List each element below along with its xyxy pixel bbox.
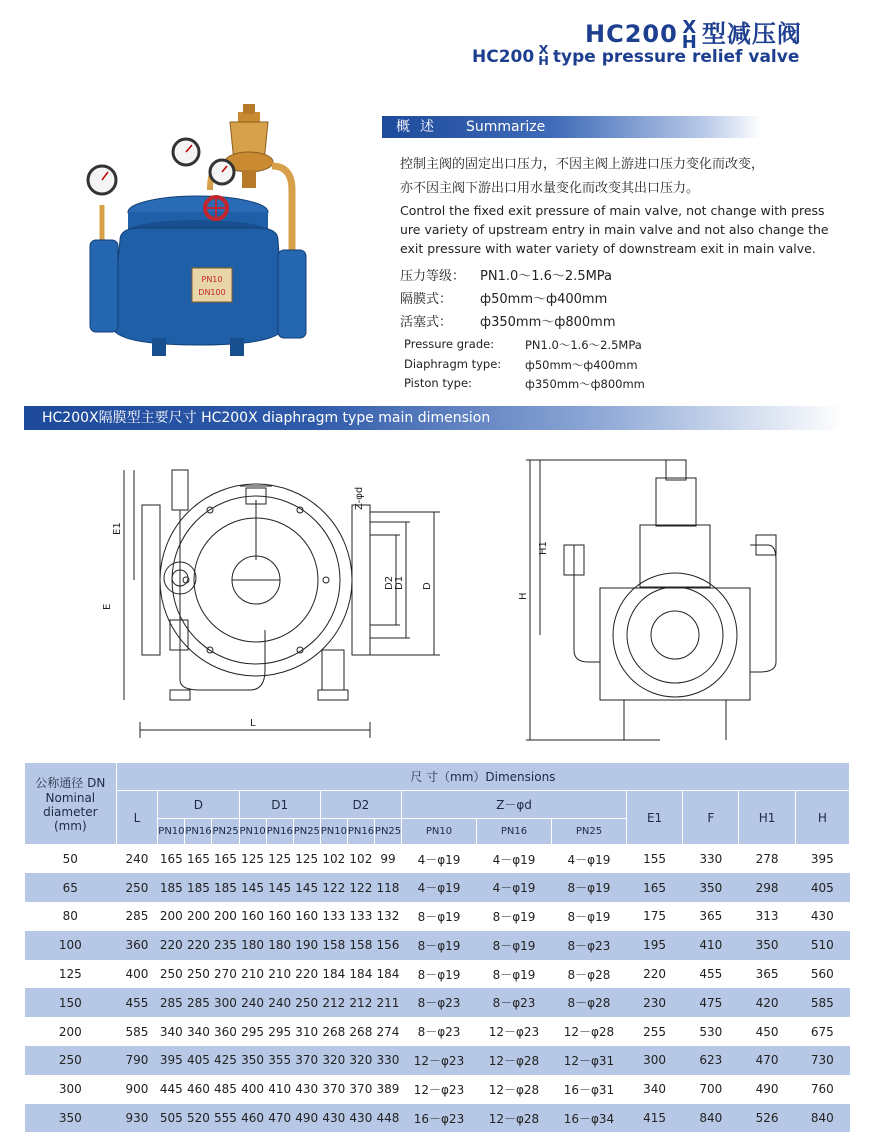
- spec-en-label-3: Piston type:: [404, 376, 472, 390]
- table-cell: 430: [810, 909, 834, 924]
- title-model: HC200: [585, 20, 678, 48]
- label-e: E: [102, 603, 113, 610]
- table-cell: 155: [643, 852, 667, 867]
- product-title-en: HC200 X H type pressure relief valve: [472, 43, 800, 69]
- table-cell: 200: [58, 1024, 82, 1039]
- table-cell: 400: [125, 967, 149, 982]
- spec-en-value-3: ф350mm～ф800mm: [525, 377, 645, 391]
- dimensions-title: 尺 寸（mm）Dimensions: [116, 763, 849, 791]
- table-cell: 410: [683, 931, 739, 960]
- spec-en-label-1: Pressure grade:: [404, 337, 495, 351]
- table-cell: 212: [347, 988, 374, 1017]
- table-cell: 365: [755, 967, 779, 982]
- table-cell: 102: [349, 852, 373, 867]
- table-cell: 220: [643, 967, 667, 982]
- table-cell: 184: [322, 967, 346, 982]
- spec-en-label-2: Diaphragm type:: [404, 357, 502, 371]
- sub-header-pn25: PN25: [293, 819, 320, 845]
- table-cell: 125: [241, 852, 265, 867]
- table-cell: 165: [186, 852, 210, 867]
- table-cell: 585: [795, 988, 849, 1017]
- table-cell: 360: [116, 931, 158, 960]
- table-cell: 510: [795, 931, 849, 960]
- table-row: [25, 902, 850, 931]
- table-cell: 8－φ19: [492, 967, 536, 982]
- table-cell: 460: [186, 1082, 210, 1097]
- pressure-gauge-left: [88, 166, 116, 194]
- table-cell: 485: [214, 1082, 237, 1097]
- table-cell: 350: [239, 1046, 266, 1075]
- table-cell: 165: [626, 873, 682, 902]
- col-dn-header: 公称通径 DN Nominal diameter (mm): [25, 763, 117, 845]
- sub-header-pn10: PN10: [158, 819, 185, 845]
- table-cell: 4－φ19: [417, 852, 461, 867]
- table-cell: 185: [158, 873, 185, 902]
- col-d1-header: D1: [239, 791, 320, 819]
- label-d: D: [422, 582, 433, 590]
- sub-header-pn16: PN16: [185, 819, 212, 845]
- table-cell: 268: [322, 1024, 346, 1039]
- table-cell: 295: [241, 1024, 265, 1039]
- table-cell: 370: [293, 1046, 320, 1075]
- table-cell: 175: [643, 909, 667, 924]
- table-cell: 400: [241, 1082, 265, 1097]
- sub-header-pn25: PN25: [551, 819, 626, 845]
- table-cell: 425: [212, 1046, 239, 1075]
- technical-drawing: [100, 450, 860, 745]
- sub-header-pn16: PN16: [266, 819, 293, 845]
- table-cell: 8－φ28: [567, 967, 611, 982]
- table-cell: 448: [374, 1104, 401, 1133]
- table-cell: 840: [795, 1104, 849, 1133]
- table-cell: 900: [125, 1082, 149, 1097]
- summary-en-line-3: exit pressure with water variety of downstream exit in main valve.: [400, 241, 816, 256]
- table-cell: 270: [214, 967, 237, 982]
- table-cell: 145: [266, 873, 293, 902]
- summary-cn-line-1: 控制主阀的固定出口压力，不因主阀上游进口压力变化而改变，: [400, 157, 765, 172]
- table-cell: 8－φ23: [476, 988, 551, 1017]
- table-cell: 125: [58, 967, 82, 982]
- col-l-header: L: [116, 791, 158, 845]
- table-cell: 50: [62, 852, 78, 867]
- table-cell: 12－φ23: [488, 1025, 540, 1040]
- table-cell: 455: [116, 988, 158, 1017]
- title-name: 型减压阀: [701, 20, 802, 48]
- table-cell: 200: [214, 909, 237, 924]
- table-cell: 4－φ19: [402, 873, 477, 902]
- table-cell: 675: [810, 1024, 834, 1039]
- table-cell: 8－φ19: [417, 909, 461, 924]
- table-cell: 184: [376, 967, 400, 982]
- col-e-header: F: [683, 791, 739, 845]
- spec-en-value-2: ф50mm～ф400mm: [525, 358, 638, 372]
- spec-cn-value-3: ф350mm～ф800mm: [480, 315, 616, 330]
- table-cell: 8－φ19: [567, 909, 611, 924]
- nameplate-pn: PN10: [201, 275, 223, 284]
- table-cell: 555: [212, 1104, 239, 1133]
- table-cell: 8－φ19: [492, 909, 536, 924]
- table-cell: 278: [755, 852, 779, 867]
- summary-heading-en: Summarize: [466, 119, 546, 135]
- table-cell: 4－φ19: [476, 873, 551, 902]
- col-e1-header: E1: [626, 791, 682, 845]
- table-cell: 340: [159, 1024, 183, 1039]
- table-cell: 350: [739, 931, 795, 960]
- table-cell: 526: [739, 1104, 795, 1133]
- table-cell: 195: [626, 931, 682, 960]
- table-cell: 125: [268, 852, 292, 867]
- table-cell: 133: [322, 909, 346, 924]
- label-zd: Z-φd: [354, 486, 365, 510]
- table-row: [25, 873, 850, 902]
- spec-cn-label-2: 隔膜式：: [400, 292, 453, 307]
- drawing-side-view: [526, 460, 776, 740]
- table-cell: 8－φ23: [551, 931, 626, 960]
- valve-photo: [80, 100, 310, 365]
- table-cell: 8－φ28: [551, 988, 626, 1017]
- table-cell: 415: [626, 1104, 682, 1133]
- drawing-front-view: [124, 470, 440, 738]
- summary-cn-line-2: 亦不因主阀下游出口用水量变化而改变其出口压力。: [400, 181, 700, 196]
- table-cell: 185: [185, 873, 212, 902]
- table-cell: 250: [159, 967, 183, 982]
- table-cell: 455: [699, 967, 723, 982]
- table-cell: 340: [186, 1024, 210, 1039]
- table-cell: 840: [683, 1104, 739, 1133]
- table-cell: 4－φ19: [567, 852, 611, 867]
- table-cell: 430: [347, 1104, 374, 1133]
- table-cell: 285: [185, 988, 212, 1017]
- table-cell: 730: [795, 1046, 849, 1075]
- table-cell: 365: [699, 909, 723, 924]
- table-cell: 8－φ23: [402, 988, 477, 1017]
- table-cell: 320: [320, 1046, 347, 1075]
- table-cell: 585: [125, 1024, 149, 1039]
- table-cell: 405: [795, 873, 849, 902]
- table-cell: 80: [62, 909, 78, 924]
- table-row: [25, 988, 850, 1017]
- dimension-heading-bar: HC200X隔膜型主要尺寸 HC200X diaphragm type main dimension: [24, 406, 844, 430]
- label-l: L: [250, 718, 256, 729]
- table-cell: 156: [374, 931, 401, 960]
- table-cell: 185: [212, 873, 239, 902]
- title-xh-stack: X H: [681, 16, 698, 53]
- table-cell: 420: [739, 988, 795, 1017]
- handwheel-icon: [205, 197, 227, 219]
- table-cell: 313: [755, 909, 779, 924]
- sub-header-pn25: PN25: [374, 819, 401, 845]
- table-cell: 12－φ28: [476, 1104, 551, 1133]
- table-cell: 395: [810, 852, 834, 867]
- table-cell: 12－φ28: [563, 1025, 615, 1040]
- table-cell: 220: [158, 931, 185, 960]
- spec-cn-value-2: ф50mm～ф400mm: [480, 292, 608, 307]
- table-cell: 12－φ31: [551, 1046, 626, 1075]
- table-cell: 180: [239, 931, 266, 960]
- table-cell: 220: [185, 931, 212, 960]
- table-cell: 8－φ19: [402, 931, 477, 960]
- table-cell: 125: [295, 852, 319, 867]
- label-d2: D2: [384, 575, 395, 590]
- table-cell: 12－φ28: [476, 1046, 551, 1075]
- table-cell: 240: [125, 852, 149, 867]
- col-h1-header: H1: [739, 791, 795, 845]
- table-cell: 210: [268, 967, 292, 982]
- table-cell: 12－φ28: [488, 1082, 540, 1097]
- table-cell: 100: [25, 931, 117, 960]
- table-cell: 430: [295, 1082, 319, 1097]
- table-cell: 4－φ19: [492, 852, 536, 867]
- table-row: [25, 1046, 850, 1075]
- table-cell: 230: [626, 988, 682, 1017]
- table-cell: 330: [699, 852, 723, 867]
- table-cell: 102: [322, 852, 346, 867]
- table-cell: 160: [241, 909, 265, 924]
- table-cell: 490: [755, 1082, 779, 1097]
- sub-header-pn10: PN10: [402, 819, 477, 845]
- table-cell: 16－φ31: [563, 1082, 615, 1097]
- table-cell: 520: [185, 1104, 212, 1133]
- table-cell: 430: [320, 1104, 347, 1133]
- product-title-cn: [585, 14, 802, 53]
- table-row: [25, 845, 850, 874]
- table-cell: 470: [266, 1104, 293, 1133]
- table-cell: 184: [349, 967, 373, 982]
- label-d1: D1: [394, 575, 405, 590]
- col-h-header: H: [795, 791, 849, 845]
- label-e1: E1: [112, 522, 123, 535]
- nameplate-dn: DN100: [198, 288, 226, 297]
- table-cell: 360: [214, 1024, 237, 1039]
- table-cell: 530: [699, 1024, 723, 1039]
- summary-heading-cn: 概述: [396, 119, 444, 135]
- table-cell: 158: [347, 931, 374, 960]
- spec-cn-value-1: PN1.0～1.6～2.5MPa: [480, 269, 613, 284]
- table-cell: 310: [295, 1024, 319, 1039]
- table-cell: 165: [214, 852, 237, 867]
- table-cell: 255: [643, 1024, 667, 1039]
- table-cell: 298: [739, 873, 795, 902]
- sub-header-pn10: PN10: [320, 819, 347, 845]
- sub-header-pn10: PN10: [239, 819, 266, 845]
- pressure-gauge-right: [210, 160, 234, 184]
- table-cell: 122: [320, 873, 347, 902]
- table-cell: 210: [241, 967, 265, 982]
- label-h1: H1: [538, 541, 549, 555]
- summary-heading-bar: [382, 116, 762, 138]
- table-cell: 300: [626, 1046, 682, 1075]
- table-cell: 160: [295, 909, 319, 924]
- table-cell: 122: [347, 873, 374, 902]
- table-cell: 8－φ19: [551, 873, 626, 902]
- table-cell: 300: [212, 988, 239, 1017]
- table-cell: 8－φ23: [417, 1025, 461, 1040]
- table-cell: 16－φ34: [551, 1104, 626, 1133]
- spec-en-value-1: PN1.0～1.6～2.5MPa: [525, 338, 642, 352]
- label-h: H: [518, 592, 529, 600]
- table-cell: 370: [349, 1082, 373, 1097]
- table-cell: 180: [266, 931, 293, 960]
- table-cell: 65: [25, 873, 117, 902]
- spec-cn-label-3: 活塞式：: [400, 315, 453, 330]
- table-cell: 505: [158, 1104, 185, 1133]
- table-cell: 623: [683, 1046, 739, 1075]
- table-cell: 212: [320, 988, 347, 1017]
- table-cell: 160: [268, 909, 292, 924]
- table-cell: 370: [322, 1082, 346, 1097]
- table-cell: 350: [25, 1104, 117, 1133]
- table-row: [25, 931, 850, 960]
- table-cell: 410: [268, 1082, 292, 1097]
- table-body: [25, 845, 850, 1133]
- table-cell: 295: [268, 1024, 292, 1039]
- table-cell: 475: [683, 988, 739, 1017]
- table-cell: 470: [739, 1046, 795, 1075]
- table-cell: 490: [293, 1104, 320, 1133]
- table-cell: 350: [683, 873, 739, 902]
- table-cell: 250: [25, 1046, 117, 1075]
- sub-header-pn16: PN16: [476, 819, 551, 845]
- summary-en-line-2: ure variety of upstream entry in main valve and not also change the: [400, 222, 829, 237]
- table-cell: 285: [158, 988, 185, 1017]
- table-cell: 320: [347, 1046, 374, 1075]
- dimensions-table: [24, 762, 850, 1132]
- table-cell: 250: [116, 873, 158, 902]
- table-cell: 760: [810, 1082, 834, 1097]
- table-cell: 450: [755, 1024, 779, 1039]
- table-cell: 250: [293, 988, 320, 1017]
- table-cell: 190: [293, 931, 320, 960]
- table-cell: 460: [239, 1104, 266, 1133]
- table-cell: 165: [159, 852, 183, 867]
- table-cell: 340: [643, 1082, 667, 1097]
- table-row: [25, 960, 850, 989]
- table-cell: 405: [185, 1046, 212, 1075]
- table-cell: 560: [810, 967, 834, 982]
- table-cell: 200: [159, 909, 183, 924]
- table-cell: 145: [293, 873, 320, 902]
- table-cell: 211: [374, 988, 401, 1017]
- table-cell: 8－φ19: [476, 931, 551, 960]
- table-cell: 240: [266, 988, 293, 1017]
- col-d2-header: D2: [320, 791, 401, 819]
- table-cell: 12－φ23: [413, 1082, 465, 1097]
- col-d-header: D: [158, 791, 239, 819]
- table-row: [25, 1104, 850, 1133]
- table-cell: 99: [380, 852, 396, 867]
- table-cell: 268: [349, 1024, 373, 1039]
- table-cell: 8－φ19: [417, 967, 461, 982]
- table-cell: 132: [376, 909, 400, 924]
- table-cell: 145: [239, 873, 266, 902]
- col-zd-header: Z－φd: [402, 791, 627, 819]
- sub-header-pn25: PN25: [212, 819, 239, 845]
- table-cell: 240: [239, 988, 266, 1017]
- table-cell: 274: [376, 1024, 400, 1039]
- table-cell: 355: [266, 1046, 293, 1075]
- table-cell: 930: [116, 1104, 158, 1133]
- title-en-xh-stack: X H: [538, 43, 549, 69]
- table-cell: 250: [186, 967, 210, 982]
- spec-cn-label-1: 压力等级：: [400, 269, 466, 284]
- table-cell: 285: [125, 909, 149, 924]
- table-cell: 150: [25, 988, 117, 1017]
- table-cell: 220: [295, 967, 319, 982]
- table-row: [25, 1075, 850, 1104]
- table-cell: 700: [699, 1082, 723, 1097]
- sub-header-pn16: PN16: [347, 819, 374, 845]
- table-cell: 790: [116, 1046, 158, 1075]
- table-cell: 300: [58, 1082, 82, 1097]
- table-cell: 235: [212, 931, 239, 960]
- table-cell: 118: [374, 873, 401, 902]
- table-cell: 16－φ23: [402, 1104, 477, 1133]
- table-cell: 445: [159, 1082, 183, 1097]
- table-cell: 133: [349, 909, 373, 924]
- table-cell: 395: [158, 1046, 185, 1075]
- summary-en-line-1: Control the fixed exit pressure of main valve, not change with press: [400, 203, 825, 218]
- table-cell: 200: [186, 909, 210, 924]
- table-cell: 12－φ23: [402, 1046, 477, 1075]
- pressure-gauge-top: [173, 139, 199, 165]
- table-cell: 330: [374, 1046, 401, 1075]
- table-cell: 158: [320, 931, 347, 960]
- table-row: [25, 1017, 850, 1046]
- table-cell: 389: [376, 1082, 400, 1097]
